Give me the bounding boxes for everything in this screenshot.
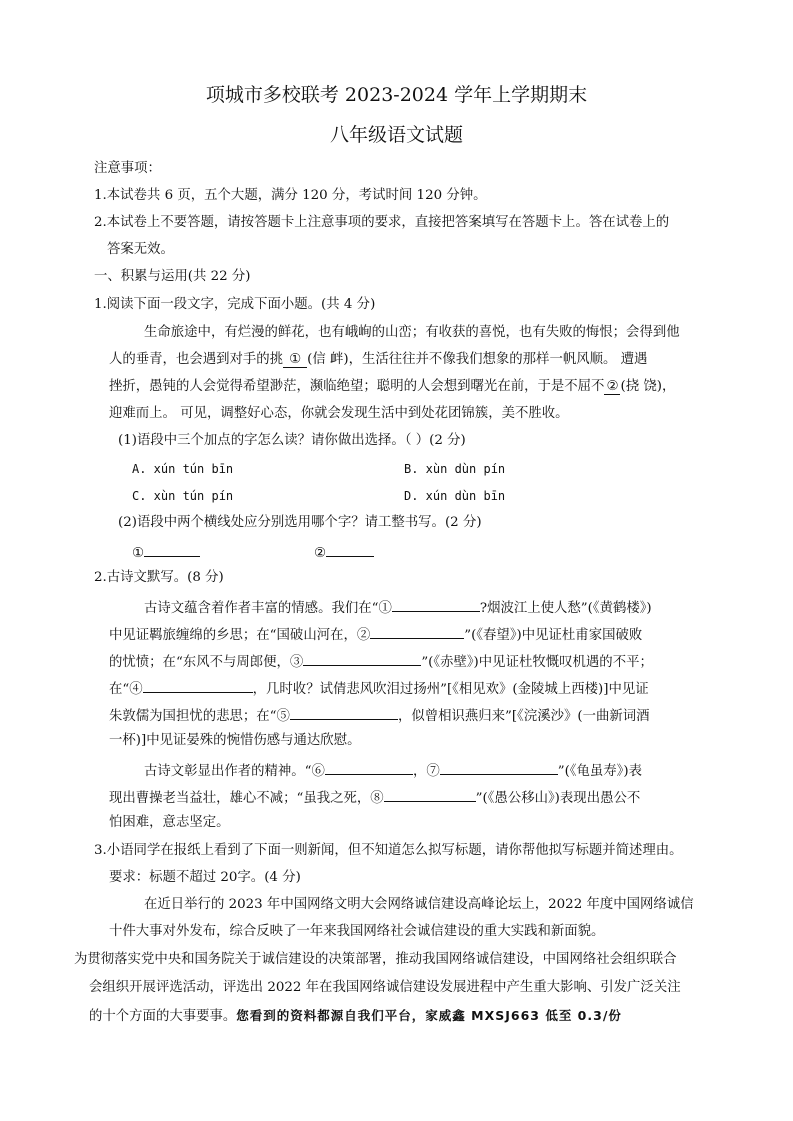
poem-line: 古诗文彰显出作者的精神。“⑥ ，⑦ ”(《龟虽寿》)表 — [144, 760, 642, 781]
blank-1: ① — [283, 352, 307, 368]
option-b: B. xùn dùn pín — [404, 462, 506, 476]
passage-line: 迎难而上。 可见，调整好心态，你就会发现生活中到处花团锦簇，美不胜收。 — [109, 406, 569, 421]
poem-line: 在“④ ，几时收？试倩悲风吹泪过扬州”[《相见欢》(金陵城上西楼)]中见证 — [109, 678, 649, 699]
subquestion-1: (1)语段中三个加点的字怎么读？请你做出选择。（ ）(2 分) — [118, 433, 466, 448]
notice-heading: 注意事项： — [94, 161, 161, 176]
poem-line: 的忧愤；在“东风不与周郎便，③ ”(《赤壁》)中见证杜牧慨叹机遇的不平； — [109, 651, 653, 672]
exam-title: 项城市多校联考 2023-2024 学年上学期期末 — [205, 84, 588, 106]
poem-line: 朱敦儒为国担忧的悲思；在“⑤ ，似曾相识燕归来”[《浣溪沙》(一曲新词酒 — [109, 705, 650, 726]
answer-blank-1: ① — [132, 542, 200, 563]
question-3-stem: 3.小语同学在报纸上看到了下面一则新闻，但不知道怎么拟写标题，请你帮他拟写标题并简述理由。 — [94, 843, 683, 858]
question-3-requirement: 要求：标题不超过 20字。(4 分) — [109, 870, 301, 885]
notice-item-2: 2.本试卷上不要答题，请按答题卡上注意事项的要求，直接把答案填写在答题卡上。答在试卷上的 — [94, 215, 670, 230]
option-a: A. xún tún bīn — [132, 462, 234, 476]
poem-line: 古诗文蕴含着作者丰富的情感。我们在“① ?烟波江上使人愁”(《黄鹤楼》) — [144, 597, 652, 618]
notice-item-1: 1.本试卷共 6 页，五个大题，满分 120 分，考试时间 120 分钟。 — [94, 188, 487, 203]
passage-line: 生命旅途中，有烂漫的鲜花，也有峨峋的山峦；有收获的喜悦，也有失败的悔恨；会得到他 — [144, 325, 680, 340]
watermark-text: 您看到的资料都源自我们平台，家威鑫 MXSJ663 低至 0.3/份 — [236, 1008, 622, 1023]
poem-line: 现出曹操老当益壮，雄心不减；“虽我之死，⑧ ”(《愚公移山》)表现出愚公不 — [109, 787, 640, 808]
poem-line: 一杯)]中见证晏殊的惋惜伤感与通达欣慰。 — [109, 733, 361, 748]
news-line: 会组织开展评选活动，评选出 2022 年在我国网络诚信建设发展进程中产生重大影响、引发广泛关注 — [89, 980, 681, 995]
notice-item-2-cont: 答案无效。 — [107, 242, 174, 257]
poem-line: 中见证羁旅缠绵的乡思；在“国破山河在，② ”(《春望》)中见证杜甫家国破败 — [109, 624, 642, 645]
news-line: 的十个方面的大事要事。您看到的资料都源自我们平台，家威鑫 MXSJ663 低至 0.3/份 — [89, 1008, 622, 1024]
blank-2: ② — [606, 379, 619, 394]
passage-line: 人的垂青，也会遇到对手的挑 ① (信 衅)，生活往往并不像我们想象的那样一帆风顺。 遭遇 — [109, 352, 648, 367]
subquestion-2: (2)语段中两个横线处应分别选用哪个字？请工整书写。(2 分) — [118, 515, 482, 530]
question-1-stem: 1.阅读下面一段文字，完成下面小题。(共 4 分) — [94, 297, 376, 312]
passage-line: 挫折，愚钝的人会觉得希望渺茫，濒临绝望；聪明的人会想到曙光在前，于是不屈不 ② (挠 饶)， — [109, 379, 676, 394]
option-d: D. xún dùn bīn — [404, 489, 506, 503]
news-line: 为贯彻落实党中央和国务院关于诚信建设的决策部署，推动我国网络诚信建设，中国网络社会组织联合 — [74, 952, 677, 967]
exam-subtitle: 八年级语文试题 — [329, 124, 463, 146]
answer-blank-2: ② — [314, 542, 374, 563]
poem-line: 怕困难，意志坚定。 — [109, 815, 230, 830]
option-c: C. xùn tún pín — [132, 489, 234, 503]
news-line: 十件大事对外发布，综合反映了一年来我国网络社会诚信建设的重大实践和新面貌。 — [109, 924, 605, 939]
question-2-stem: 2.古诗文默写。(8 分) — [94, 570, 224, 585]
news-line: 在近日举行的 2023 年中国网络文明大会网络诚信建设高峰论坛上，2022 年度中国网络诚信 — [144, 897, 694, 912]
section-heading: 一、积累与运用(共 22 分) — [94, 269, 251, 284]
